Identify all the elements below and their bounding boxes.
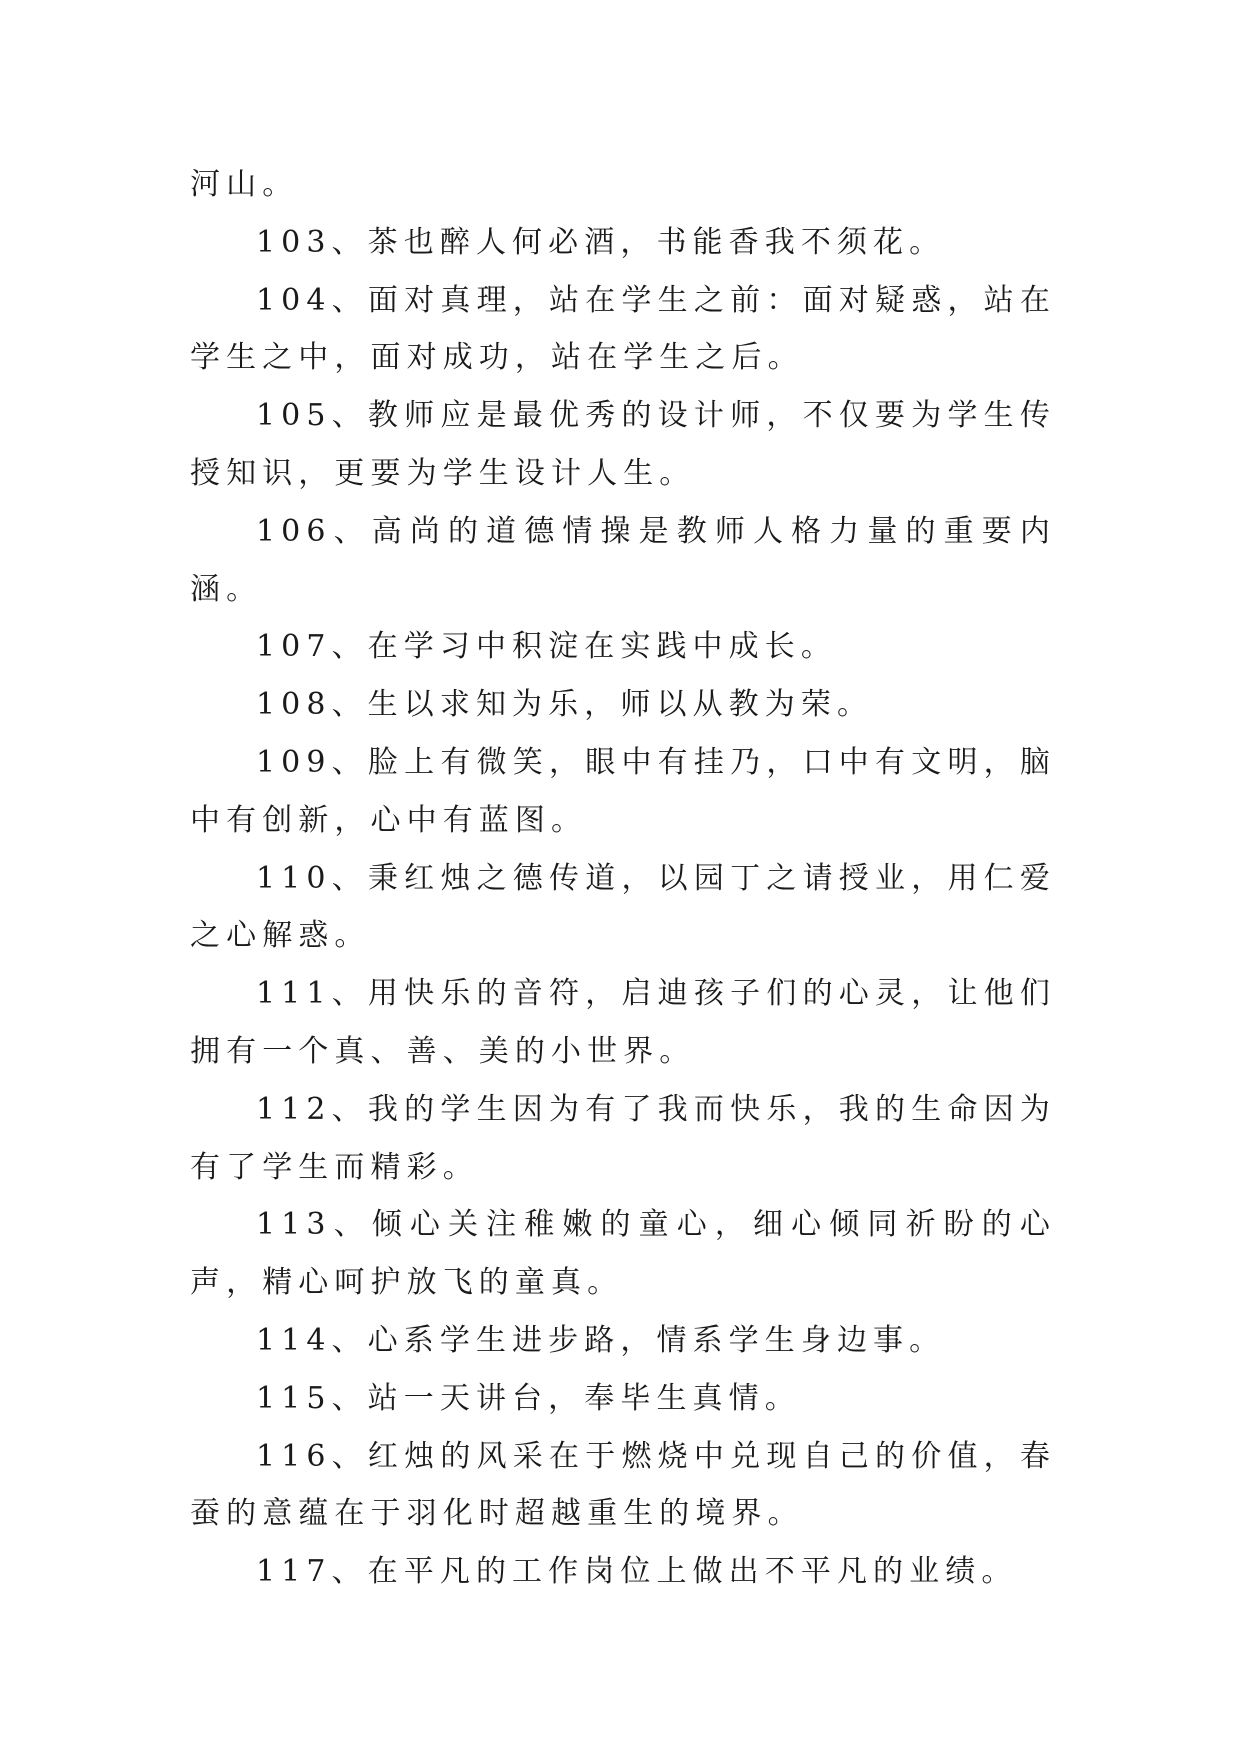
paragraph-105: 105、教师应是最优秀的设计师，不仅要为学生传授知识，更要为学生设计人生。 [190, 398, 1056, 491]
paragraph-114: 114、心系学生进步路，情系学生身边事。 [256, 1322, 946, 1358]
paragraph-103: 103、茶也醉人何必酒，书能香我不须花。 [256, 224, 946, 260]
paragraph-109: 109、脸上有微笑，眼中有挂乃，口中有文明，脑中有创新，心中有蓝图。 [190, 744, 1056, 838]
paragraph-112: 112、我的学生因为有了我而快乐，我的生命因为有了学生而精彩。 [190, 1091, 1056, 1185]
paragraph-113: 113、倾心关注稚嫩的童心，细心倾同祈盼的心声，精心呵护放飞的童真。 [190, 1207, 1056, 1301]
paragraph-117: 117、在平凡的工作岗位上做出不平凡的业绩。 [256, 1554, 1018, 1590]
paragraph-116: 116、红烛的风采在于燃烧中兑现自己的价值，春蚕的意蕴在于羽化时超越重生的境界。 [190, 1438, 1056, 1532]
paragraph-107: 107、在学习中积淀在实践中成长。 [256, 629, 837, 665]
document-body [190, 156, 1056, 1601]
paragraph-106: 106、高尚的道德情操是教师人格力量的重要内涵。 [190, 513, 1056, 607]
paragraph-115: 115、站一天讲台，奉毕生真情。 [256, 1380, 801, 1416]
paragraph-110: 110、秉红烛之德传道，以园丁之请授业，用仁爱之心解惑。 [190, 860, 1056, 954]
paragraph-111: 111、用快乐的音符，启迪孩子们的心灵，让他们拥有一个真、善、美的小世界。 [190, 976, 1056, 1069]
paragraph-108: 108、生以求知为乐，师以从教为荣。 [256, 687, 874, 723]
paragraph-0: 河山。 [190, 167, 299, 202]
paragraph-104: 104、面对真理，站在学生之前：面对疑惑，站在学生之中，面对成功，站在学生之后。 [190, 282, 1056, 376]
